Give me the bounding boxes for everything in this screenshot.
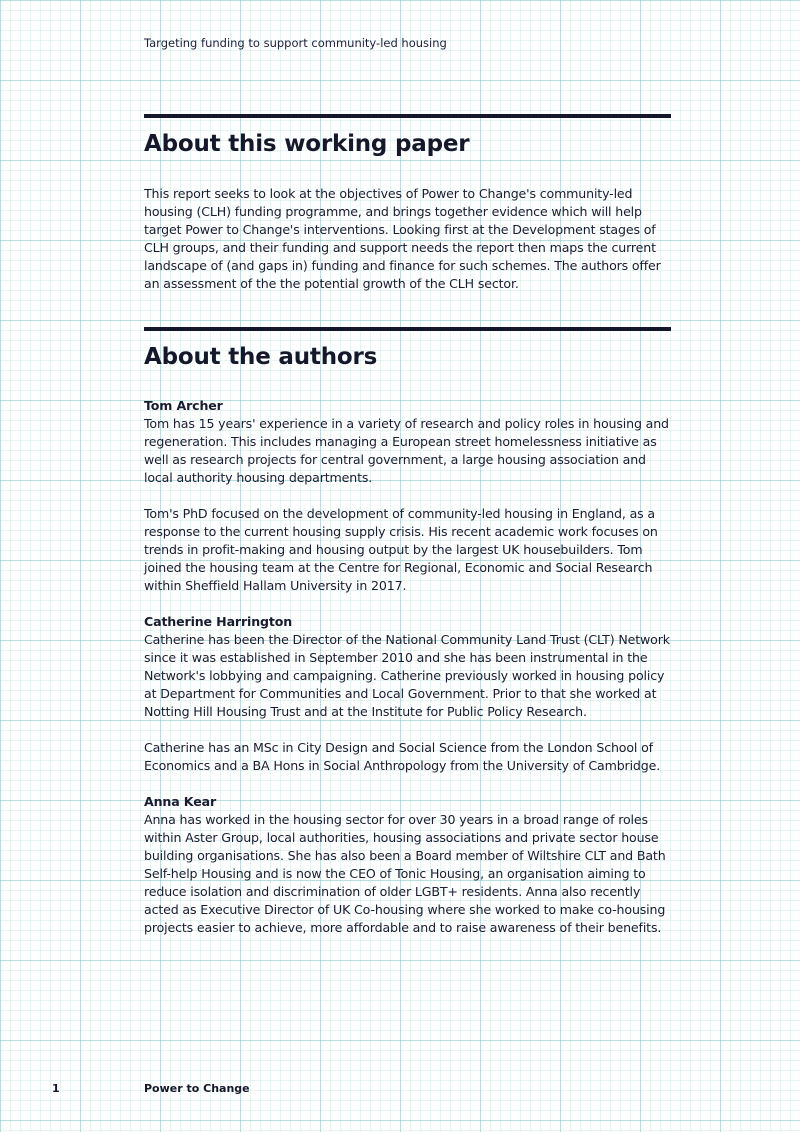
author-name: Anna Kear [144,794,216,809]
about-paper-section [144,114,671,293]
author-bio-paragraph: Tom has 15 years' experience in a variety of research and policy roles in housing and regeneration. This includes managing a European street homelessness initiative as well as research projects for central government, a large housing association and local authority housing departments. [144,416,669,485]
about-authors-section [144,327,671,937]
footer-brand: Power to Change [144,1082,250,1095]
author-anna-kear [144,793,671,937]
author-name: Tom Archer [144,398,223,413]
author-bio-paragraph: Catherine has an MSc in City Design and Social Science from the London School of Economics and a BA Hons in Social Anthropology from the University of Cambridge. [144,740,661,773]
about-authors-heading: About the authors [144,344,378,370]
section-rule [144,327,671,331]
about-paper-heading: About this working paper [144,131,470,157]
about-paper-body: This report seeks to look at the objectives of Power to Change's community-led housing (CLH) funding programme, and brings together evidence which will help target Power to Change's interventions. Looking first at the Development stages of CLH groups, and their funding and support needs the report then maps the current landscape of (and gaps in) funding and finance for such schemes. The authors offer an assessment of the the potential growth of the CLH sector. [144,186,661,291]
author-bio-paragraph: Catherine has been the Director of the National Community Land Trust (CLT) Network since it was established in September 2010 and she has been instrumental in the Network's lobbying and campaigning. Catherine previously worked in housing policy at Department for Communities and Local Government. Prior to that she worked at Notting Hill Housing Trust and at the Institute for Public Policy Research. [144,632,670,719]
author-catherine-harrington [144,613,671,775]
author-bio-paragraph: Tom's PhD focused on the development of community-led housing in England, as a response to the current housing supply crisis. His recent academic work focuses on trends in profit-making and housing output by the largest UK housebuilders. Tom joined the housing team at the Centre for Regional, Economic and Social Research within Sheffield Hallam University in 2017. [144,506,658,593]
running-title: Targeting funding to support community-led housing [144,36,447,50]
author-bio-paragraph: Anna has worked in the housing sector for over 30 years in a broad range of roles within Aster Group, local authorities, housing associations and private sector house building organisations. She has also been a Board member of Wiltshire CLT and Bath Self-help Housing and is now the CEO of Tonic Housing, an organisation aiming to reduce isolation and discrimination of older LGBT+ residents. Anna also recently acted as Executive Director of UK Co-housing where she worked to make co-housing projects easier to achieve, more affordable and to raise awareness of their benefits. [144,812,666,935]
section-rule [144,114,671,118]
author-name: Catherine Harrington [144,614,293,629]
page-number: 1 [52,1082,60,1095]
author-tom-archer [144,397,671,595]
